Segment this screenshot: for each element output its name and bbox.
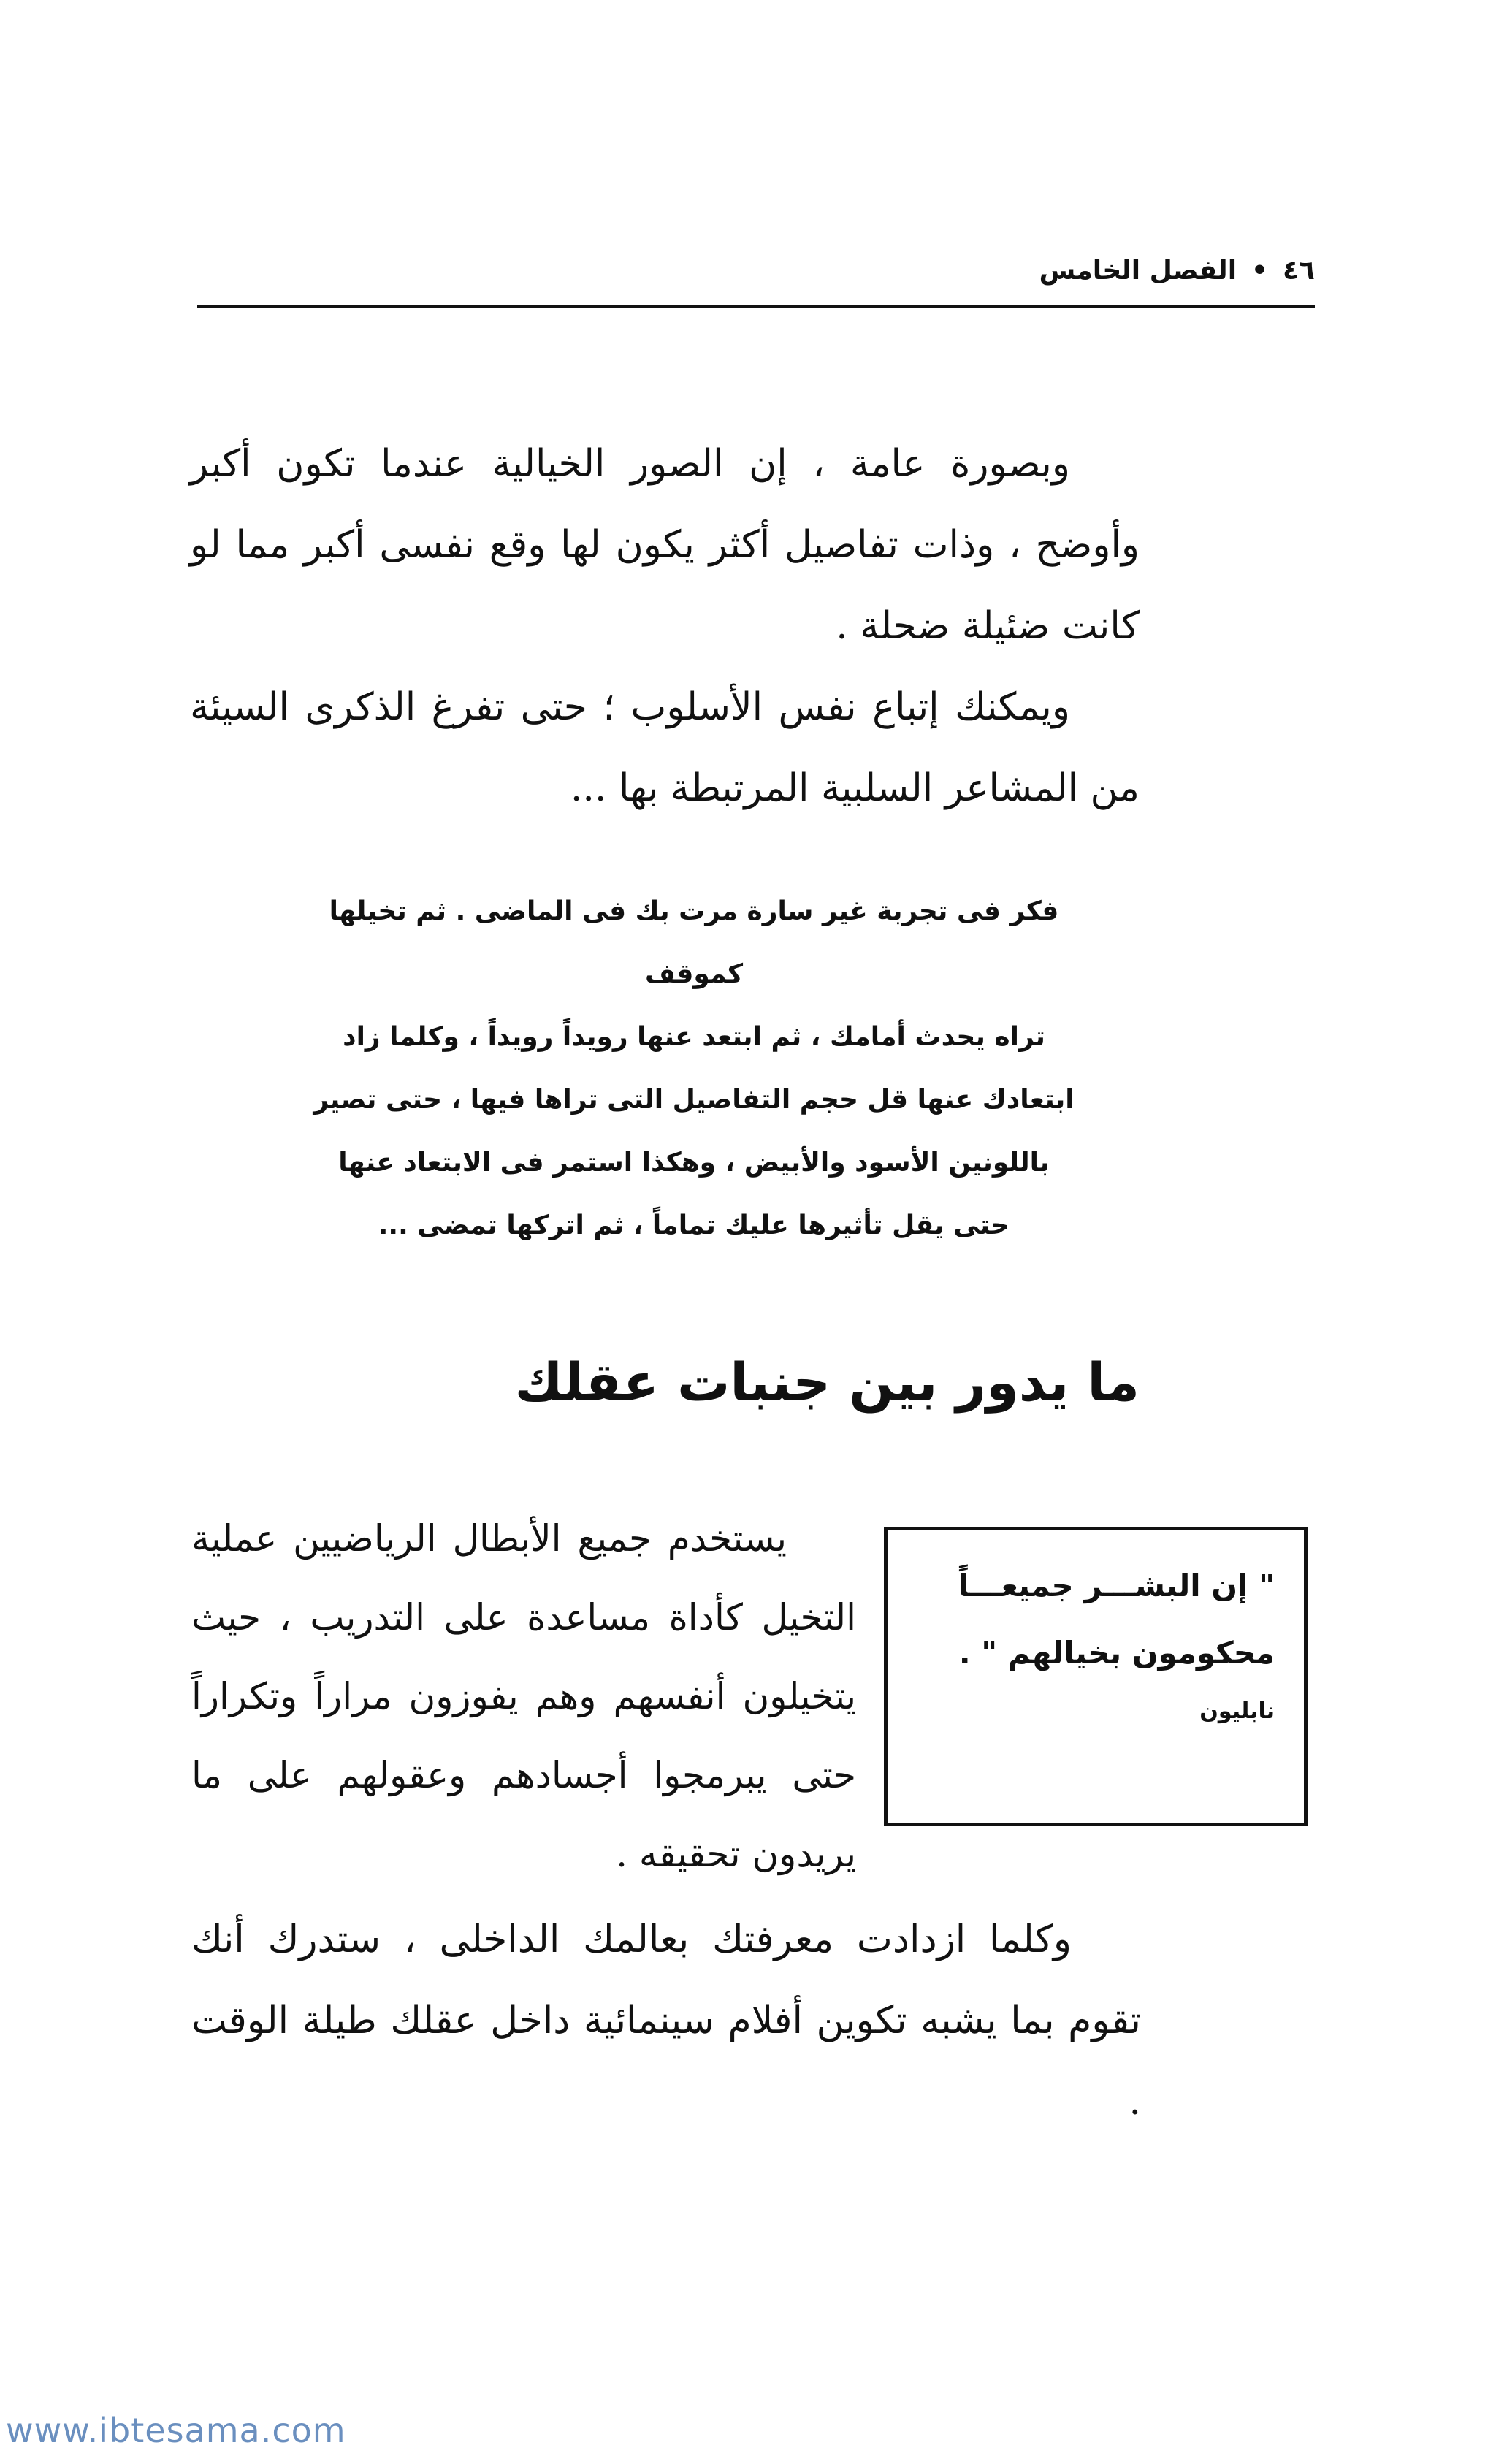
- exercise-line: ابتعادك عنها قل حجم التفاصيل التى تراها فيها ، حتى تصير: [313, 1085, 1075, 1115]
- exercise-line: باللونين الأسود والأبيض ، وهكذا استمر فى الابتعاد عنها: [338, 1148, 1050, 1178]
- exercise-line: فكر فى تجربة غير سارة مرت بك فى الماضى . ثم تخيلها كموقف: [329, 896, 1059, 989]
- running-header: [197, 248, 1315, 292]
- exercise-line: حتى يقل تأثيرها عليك تماماً ، ثم اتركها تمضى ...: [378, 1210, 1010, 1240]
- page-number: ٤٦: [1283, 255, 1315, 286]
- body-paragraph-1: وبصورة عامة ، إن الصور الخيالية عندما تكون أكبر وأوضح ، وذات تفاصيل أكثر يكون لها وقع نفسى أكبر مما لو كانت ضئيلة ضحلة .: [190, 442, 1140, 648]
- header-rule: [197, 305, 1315, 308]
- header-separator-icon: •: [1251, 255, 1269, 286]
- exercise-line: تراه يحدث أمامك ، ثم ابتعد عنها رويداً رويداً ، وكلما زاد: [343, 1022, 1045, 1052]
- watermark-url: www.ibtesama.com: [6, 2411, 346, 2450]
- quote-box: [884, 1527, 1308, 1826]
- body-paragraph-2: ويمكنك إتباع نفس الأسلوب ؛ حتى تفرغ الذكرى السيئة من المشاعر السلبية المرتبطة بها ...: [190, 685, 1140, 810]
- quote-author: نابليون: [1199, 1698, 1275, 1724]
- quote-text: " إن البشـــر جميعـــاً محكومون بخيالهم " .: [958, 1568, 1275, 1671]
- body-paragraph-3: يستخدم جميع الأبطال الرياضيين عملية التخيل كأداة مساعدة على التدريب ، حيث يتخيلون أنفسهم وهم يفوزون مراراً وتكراراً حتى يبرمجوا أجسادهم وعقولهم على ما يريدون تحقيقه .: [191, 1517, 856, 1875]
- chapter-title: الفصل الخامس: [1039, 255, 1237, 286]
- exercise-block: [307, 880, 1081, 1257]
- section-heading: ما يدور بين جنبات عقلك: [514, 1351, 1140, 1413]
- body-paragraph-4: وكلما ازدادت معرفتك بعالمك الداخلى ، ستدرك أنك تقوم بما يشبه تكوين أفلام سينمائية داخل عقلك طيلة الوقت .: [191, 1918, 1141, 2124]
